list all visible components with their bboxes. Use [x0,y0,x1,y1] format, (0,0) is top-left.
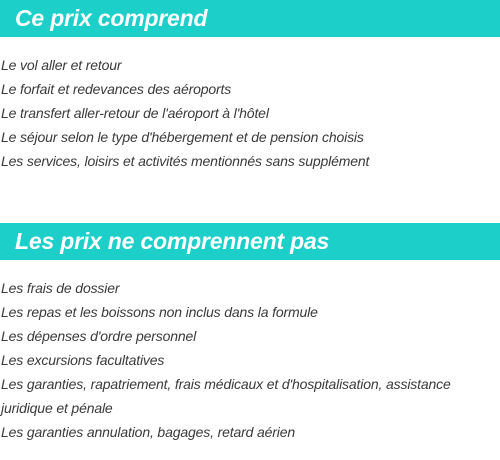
excludes-item: Les repas et les boissons non inclus dans la formule [1,304,318,320]
excludes-header [0,223,500,260]
excludes-item: Les frais de dossier [1,280,120,296]
includes-item: Les services, loisirs et activités mentionnés sans supplément [1,153,370,169]
includes-item: Le vol aller et retour [1,57,122,73]
includes-item: Le transfert aller-retour de l'aéroport à l'hôtel [1,105,269,121]
excludes-item: Les dépenses d'ordre personnel [1,328,197,344]
excludes-list [0,276,500,444]
includes-item: Le forfait et redevances des aéroports [1,81,232,97]
includes-title: Ce prix comprend [15,5,208,31]
includes-item: Le séjour selon le type d'hébergement et de pension choisis [1,129,364,145]
includes-header [0,0,500,37]
includes-list [0,53,500,173]
excludes-item: Les garanties, rapatriement, frais médicaux et d'hospitalisation, assistance juridique et pénale [1,376,451,416]
excludes-item: Les excursions facultatives [1,352,165,368]
excludes-title: Les prix ne comprennent pas [15,228,330,254]
excludes-item: Les garanties annulation, bagages, retard aérien [1,424,296,440]
